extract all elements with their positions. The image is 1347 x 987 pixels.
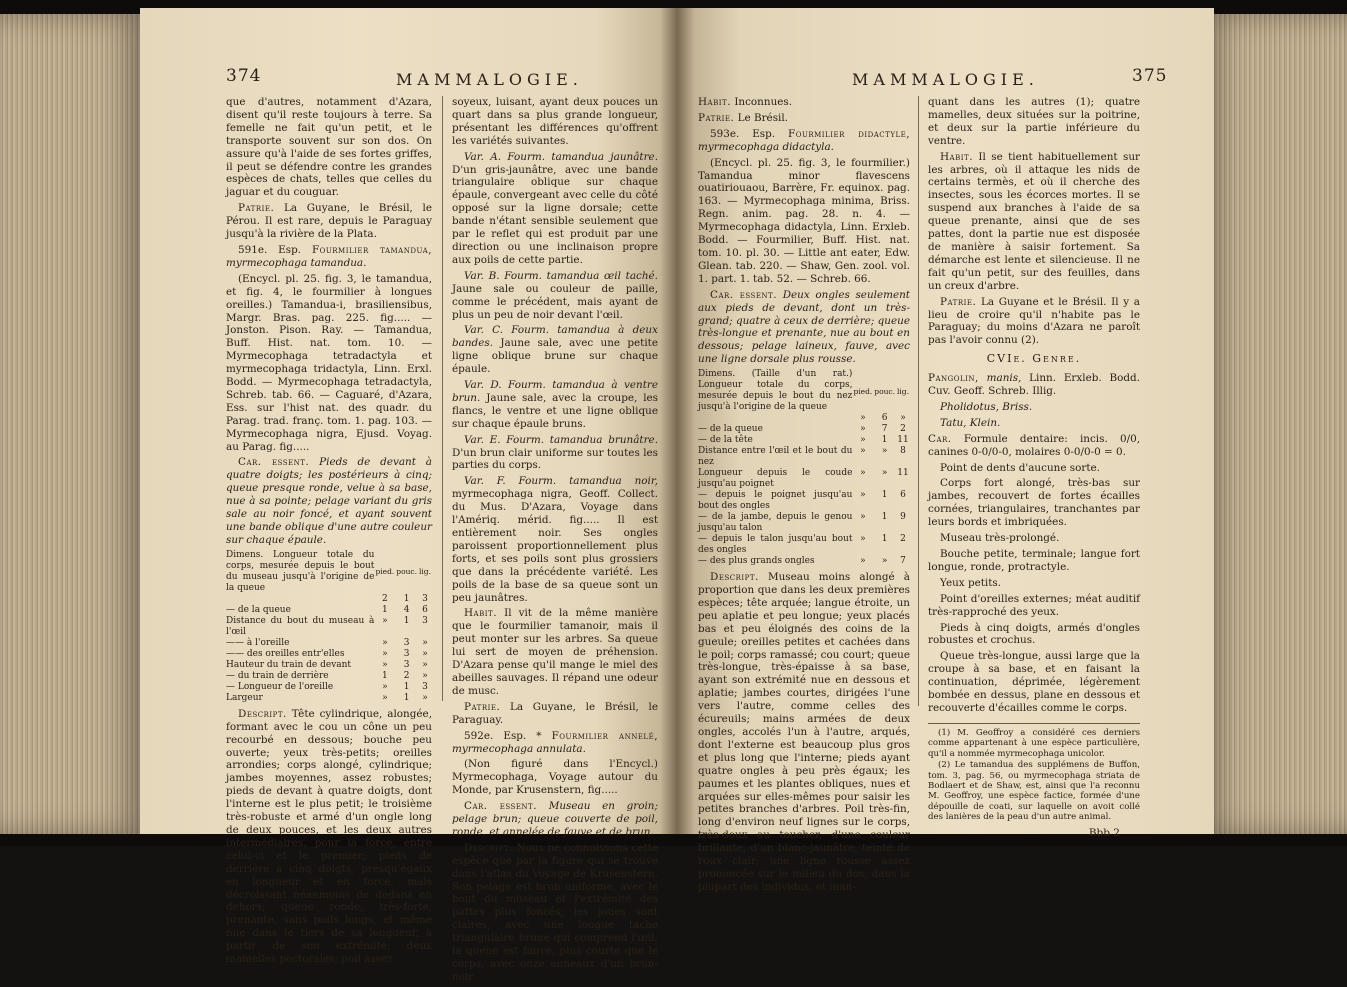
species-number: 591e. Esp. — [238, 243, 302, 256]
dimensions-intro: Dimens. (Taille d'un rat.) Longueur totale du corps, mesurée depuis le bout du nez jusqu'à l'origine de la queue — [698, 369, 853, 413]
patrie-paragraph — [226, 202, 432, 241]
characters-paragraph — [226, 456, 432, 546]
variety-d: Var. D. Fourm. tamandua à ventre brun. Jaune sale, avec la croupe, les flancs, le ventre et une ligne oblique sur chaque épaule bruns. — [452, 379, 658, 430]
character-item: Yeux petits. — [940, 576, 1002, 589]
left-column-2 — [452, 96, 658, 987]
species-name: Fourmilier tamandua, — [311, 243, 433, 256]
description-paragraph — [226, 708, 432, 966]
description-text: Tête cylindrique, alongée, formant avec le cou un cône un peu recourbé en dessous; bouche peu ouverte; yeux très-petits; oreilles arrondies; corps alongé, cylindrique; jambes moyennes, assez robustes; pieds de devant à quatre doigts, dont l'interne est le plus petit; le troisième très-robuste et armé d'un ongle long de deux pouces, et les deux autres intermédiaires, pour la force, entre celui-ci et le premier; pieds de derrière à cinq doigts, presqu'égaux en longueur et en force, mais décroissant néanmoins de dedans en dehors; queue ronde, très-forte, prenante, sans poils longs, et même nue dans le tiers de sa longueur, à partir de son extrémité; deux mamelles pectorales; poil assez — [226, 707, 432, 966]
table-row: — depuis le talon jusqu'au bout des ongles » 1 2 — [698, 534, 906, 556]
left-page-number: 374 — [226, 66, 262, 86]
table-row: Largeur » 1 » — [226, 692, 428, 703]
character-item: Corps fort alongé, très-bas sur jambes, recouvert de fortes écailles cornées, triangulaires, tranchantes par leurs bords et imbriquées. — [928, 477, 1140, 529]
table-row: — des plus grands ongles » » 7 — [698, 556, 906, 567]
unit-header: pouc. — [396, 567, 417, 577]
patrie-text: La Guyane, le Brésil, le Pérou. Il est rare, depuis le Paraguay jusqu'à la rivière de la Plata. — [226, 202, 432, 241]
signature-mark: Bbb 2 — [1088, 826, 1120, 839]
synonym: Tatu, Klein. — [940, 416, 1001, 429]
footnote: (1) M. Geoffroy a considéré ces derniers comme appartenant à une espèce particulière, qu'il a nommée myrmecophaga unicolor. — [928, 727, 1140, 759]
table-row: — depuis le poignet jusqu'au bout des ongles » 1 6 — [698, 490, 906, 512]
unit-header: pouc. — [874, 386, 895, 396]
left-column-1 — [226, 96, 432, 969]
text-paragraph: soyeux, luisant, ayant deux pouces un quart dans sa plus grande longueur, présentant les différences qu'offrent les variétés suivantes. — [452, 96, 658, 147]
references: (Encycl. pl. 25. fig. 3, le fourmilier.) Tamandua minor flavescens ouatiriouaou, Barrère, Fr. equinox. pag. 163. — Myrmecophaga minima, Briss. Regn. anim. pag. 28. n. 4. — Myrmecophaga didactyla, Linn. Erxleb. Bodd. — Fourmilier, Buff. Hist. nat. tom. 10. pl. 30. — Little ant eater, Edw. Glean. tab. 220. — Shaw, Gen. zool. vol. 1. part. 1. tab. 52. — Schreb. 66. — [698, 156, 910, 285]
table-row: —— des oreilles entr'elles » 3 » — [226, 648, 428, 659]
unit-header: pied. — [375, 567, 395, 577]
variety-a: Var. A. Fourm. tamandua jaunâtre. D'un gris-jaunâtre, avec une bande triangulaire oblique sur chaque épaule, convergeant avec celle du côté opposé sur la ligne dorsale; cette bande n'étant sensible seulement que par le reflet qui est produit par une direction ou une inclinaison propre aux poils de cette partie. — [452, 150, 658, 266]
column-divider — [442, 96, 443, 701]
character-item: Point d'oreilles externes; méat auditif très-rapproché des yeux. — [928, 592, 1140, 618]
description-paragraph: Descript. Nous ne connoissons cette espèce que par la figure qui se trouve dans l'atlas du Voyage de Krusenstern. Son pelage est brun uniforme, avec le bout du museau et l'extrémité des pattes plus foncés; les joues sont claires, avec une longue tache triangulaire brune qui comprend l'œil; la queue est fauve, plus courte que le corps, avec onze anneaux d'un brun-noir. — [452, 841, 658, 983]
references: (Encycl. pl. 25. fig. 3, le tamandua, et fig. 4, le fourmilier à longues oreilles.) Tamandua-i, brasiliensibus, Margr. Bras. pag. 225. fig..... — Jonston. Pison. Ray. — Tamandua, Buff. Hist. nat. tom. 10. — Myrmecophaga tetradactyla et myrmecophaga tridactyla, Linn. Erxl. Bodd. — Myrmecophaga tetradactyla, Schreb. tab. 66. — Caguaré, d'Azara, Ess. sur l'hist nat. des quadr. du Parag. trad. franç. tom. 1. pag. 103. — Myrmecophaga nigra, Ejusd. Voyag. au Parag. fig..... — [226, 272, 432, 453]
species-latin: myrmecophaga tamandua. — [226, 256, 367, 269]
unit-header: lig. — [897, 386, 909, 396]
footnote: (2) Le tamandua des supplémens de Buffon, tom. 3, pag. 56, ou myrmecophaga striata de Bodlaert et de Shaw, est, ainsi que l'a reconnu M. Geoffroy, une espèce factice, formée d'une dépouille de coati, sur laquelle on avoit collé des lanières de la peau d'un autre animal. — [928, 760, 1140, 823]
genus-heading: CVIe. Genre. — [986, 352, 1082, 366]
table-row: — de la tête » 1 11 — [698, 435, 909, 446]
character-item: Bouche petite, terminale; langue fort longue, ronde, protractyle. — [928, 548, 1140, 573]
table-row: Distance entre l'œil et le bout du nez » » 8 — [698, 446, 906, 468]
text-paragraph: quant dans les autres (1); quatre mamelles, deux situées sur la poitrine, et deux sur la partie inférieure du ventre. — [928, 96, 1140, 147]
page-edges-left — [0, 14, 150, 834]
dimensions-table — [226, 550, 432, 704]
table-header-row — [698, 369, 910, 413]
table-row: —— à l'oreille » 3 » — [226, 637, 428, 648]
table-header-row — [226, 550, 432, 594]
left-header — [140, 66, 676, 92]
patrie-paragraph: Patrie. La Guyane, le Brésil, le Paraguay. — [452, 700, 658, 726]
patrie-paragraph: Patrie. Le Brésil. — [698, 111, 788, 124]
table-row: Hauteur du train de devant » 3 » — [226, 659, 428, 670]
right-running-title: MAMMALOGIE. — [852, 70, 1039, 89]
characters-label: Car. essent. — [238, 456, 310, 469]
table-row: — du train de derrière 1 2 » — [226, 670, 428, 681]
genus-name: Pangolin, manis, Linn. Erxleb. Bodd. Cuv. Geoff. Schreb. Illig. — [928, 372, 1140, 398]
synonym: Pholidotus, Briss. — [940, 400, 1033, 413]
description-label: Descript. — [238, 707, 287, 720]
variety-f: Var. F. Fourm. tamandua noir, myrmecophaga nigra, Geoff. Collect. du Mus. D'Azara, Voyage dans l'Amériq. mérid. fig..... Il est entièrement noir. Ses ongles paroissent proportionnellement plus forts, et ses poils sont plus grossiers que dans la précédente variété. Les poils de la base de sa queue sont un peu jaunâtres. — [452, 475, 658, 604]
patrie-label: Patrie. — [238, 202, 275, 215]
character-item: Museau très-prolongé. — [940, 532, 1060, 545]
text-paragraph: que d'autres, notamment d'Azara, disent qu'il reste toujours à terre. Sa femelle ne fait qu'un petit, et le transporte souvent sur son dos. On assure qu'à l'aide de ses fortes griffes, il peut se défendre contre les grandes espèces de chats, telles que celles du jaguar et du couguar. — [226, 96, 432, 199]
left-running-title: MAMMALOGIE. — [396, 70, 583, 89]
footnotes — [928, 723, 1140, 823]
right-column-1 — [698, 96, 910, 897]
dimensions-table — [698, 369, 910, 567]
species-heading: 593e. Esp. Fourmilier didactyle, myrmecophaga didactyla. — [698, 127, 911, 153]
right-column-2 — [928, 96, 1140, 842]
characters-paragraph: Car. essent. Deux ongles seulement aux pieds de devant, dont un très-grand; quatre à ceux de derrière; queue très-longue et prenante, nue au bout en dessous; pelage laineux, fauve, avec une ligne dorsale plus rousse. — [698, 288, 910, 366]
habit-paragraph: Habit. Il se tient habituellement sur les arbres, où il attaque les nids de certains termès, et où il cherche des insectes, sous les écorces mortes. Il se suspend aux branches à l'aide de sa queue prenante, ainsi que de ses pattes, dont la partie nue est disposée de manière à saisir fortement. Sa démarche est lente et silencieuse. Il ne fait qu'un petit, sur des feuilles, dans un creux d'arbre. — [928, 150, 1140, 292]
dental-formula: Car. Formule dentaire: incis. 0/0, canines 0-0/0-0, molaires 0-0/0-0 = 0. — [928, 432, 1140, 458]
table-row: — de la queue 1 4 6 — [226, 604, 428, 615]
unit-header: lig. — [419, 567, 431, 577]
table-row: — de la queue » 7 2 — [698, 424, 906, 435]
variety-b: Var. B. Fourm. tamandua œil taché. Jaune sale ou couleur de paille, comme le précédent, mais ayant de plus un peu de noir devant l'œil. — [452, 269, 658, 321]
book-gutter — [660, 8, 694, 834]
description-paragraph: Descript. Museau moins alongé à proportion que dans les deux premières espèces; tête arquée; langue étroite, un peu aplatie et peu longue; yeux placés bas et peu éloignés des coins de la gueule; oreilles petites et cachées dans le poil; corps ramassé; cou court; queue très-longue, très-épaisse à sa base, ayant son extrémité nue en dessous et aplatie; jambes courtes, dirigées l'une vers l'autre, comme celles des écureuils; mains armées de deux ongles, accolés l'un à l'autre, arqués, dont l'externe est beaucoup plus gros et plus long que l'interne; pieds ayant quatre ongles à peu près égaux; les paumes et les plantes obliques, nues et arquées sur elles-mêmes pour saisir les petites branches d'arbres. Poil très-fin, long d'environ neuf lignes sur le corps, très-doux au toucher, d'une couleur brillante, d'un blanc-jaunâtre, teinté de roux clair; une ligne rousse assez prononcée sur le milieu du dos, dans la plupart des individus, et man- — [698, 571, 910, 893]
character-item: Point de dents d'aucune sorte. — [940, 461, 1100, 474]
page-edges-right — [1197, 14, 1347, 834]
species-heading — [226, 244, 432, 270]
variety-c: Var. C. Fourm. tamandua à deux bandes. Jaune sale, avec une petite ligne oblique brune sur chaque épaule. — [452, 324, 658, 376]
species-heading: 592e. Esp. * Fourmilier annelé, myrmecophaga annulata. — [452, 729, 658, 755]
right-page — [676, 8, 1214, 893]
dimensions-intro: Dimens. Longueur totale du corps, mesurée depuis le bout du museau jusqu'à l'origine de la queue — [226, 549, 375, 593]
patrie-paragraph: Patrie. La Guyane et le Brésil. Il y a lieu de croire qu'il n'habite pas le Paraguay; du moins d'Azara ne paroît pas l'avoir connu (2). — [928, 295, 1141, 347]
table-row: Longueur depuis le coude jusqu'au poignet » » 11 — [698, 468, 909, 490]
right-page-number: 375 — [1132, 66, 1168, 86]
references: (Non figuré dans l'Encycl.) Myrmecophaga, Voyage autour du Monde, par Krusenstern, fig..... — [452, 758, 658, 797]
table-row: » 6 » — [860, 413, 906, 424]
table-row: — Longueur de l'oreille » 1 3 — [226, 681, 428, 692]
characters-text: Pieds de devant à quatre doigts; les postérieurs à cinq; queue presque ronde, velue à sa base, nue à sa pointe; pelage variant du gris sale au noir foncé, et ayant souvent une bande oblique d'une autre couleur sur chaque épaule. — [226, 456, 432, 546]
character-item: Pieds à cinq doigts, armés d'ongles robustes et crochus. — [928, 621, 1140, 647]
table-row: 2 1 3 — [381, 593, 428, 604]
characters-paragraph: Car. essent. Museau en groin; pelage brun; queue couverte de poil, ronde, et annelée de fauve et de brun. — [452, 800, 658, 838]
left-page — [140, 8, 676, 983]
variety-e: Var. E. Fourm. tamandua brunâtre. D'un brun clair uniforme sur toutes les parties du corps. — [452, 433, 658, 472]
character-item: Queue très-longue, aussi large que la croupe à sa base, et en faisant la continuation, déprimée, légèrement bombée en dessus, plane en dessous et recouverte d'écailles comme le corps. — [928, 650, 1140, 714]
right-header — [676, 66, 1214, 92]
habit-paragraph: Habit. Il vit de la même manière que le fourmilier tamanoir, mais il peut monter sur les arbres. Sa queue lui sert de moyen de préhension. D'Azara pense qu'il mange le miel des abeilles sauvages. Il répand une odeur de musc. — [452, 607, 658, 697]
table-row: — de la jambe, depuis le genou jusqu'au talon » 1 9 — [698, 512, 906, 534]
habit-paragraph: Habit. Inconnues. — [698, 96, 793, 108]
table-row: Distance du bout du museau à l'œil » 1 3 — [226, 615, 428, 637]
column-divider — [918, 96, 919, 706]
unit-header: pied. — [853, 386, 873, 396]
